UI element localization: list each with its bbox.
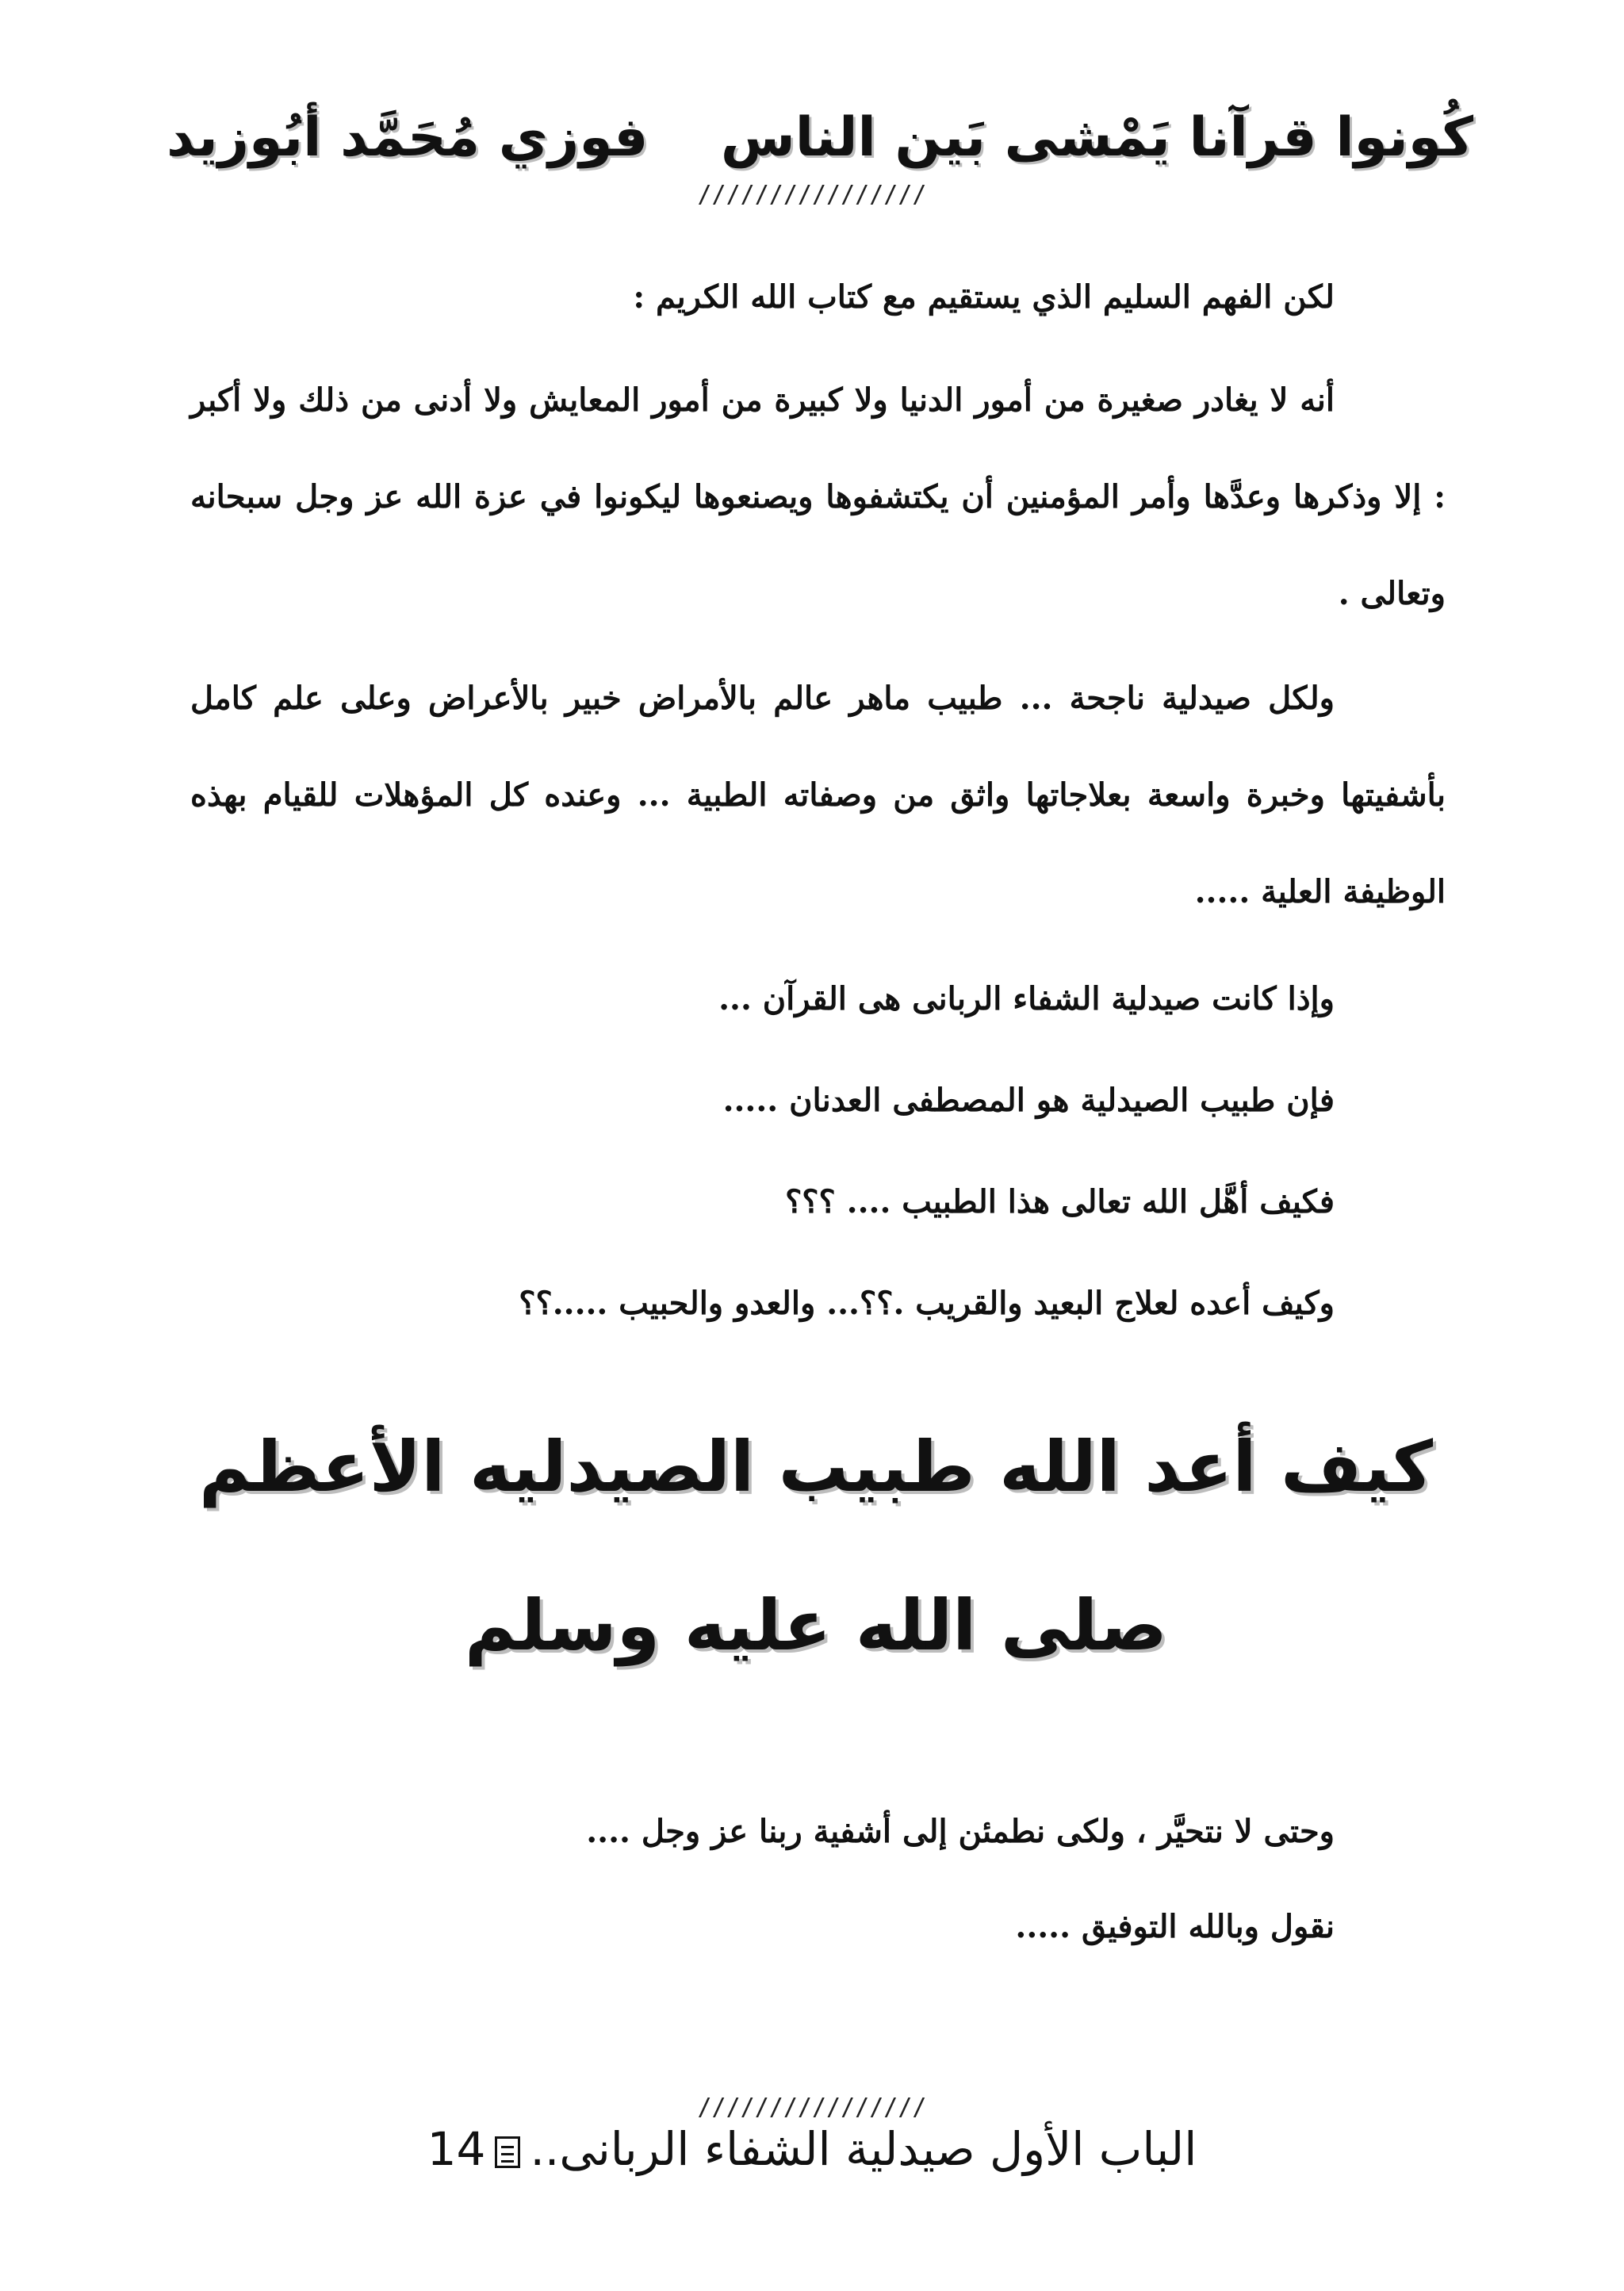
paragraph-5: فإن طبيب الصيدلية هو المصطفى العدنان ..... (722, 1082, 1335, 1119)
closing-line-2: نقول وبالله التوفيق ..... (1015, 1908, 1335, 1945)
page-number: 14 (427, 2122, 486, 2176)
page-header (167, 94, 1473, 181)
chapter-title: الباب الأول صيدلية الشفاء الربانى.. (530, 2122, 1197, 2176)
paragraph-7: وكيف أعده لعلاج البعيد والقريب .؟؟... والعدو والحبيب .....؟؟ (519, 1285, 1335, 1322)
book-title: كُونوا قرآنا يَمْشى بَين الناس (720, 105, 1473, 169)
paragraph-3: ولكل صيدلية ناجحة ... طبيب ماهر عالم بالأمراض خبير بالأعراض وعلى علم كامل بأشفيتها وخبرة واسعة بعلاجاتها واثق من وصفاته الطبية ... وعنده كل المؤهلات للقيام بهذه الوظيفة العلية ..... (190, 680, 1446, 910)
page-footer (0, 2122, 1624, 2176)
paragraph-2: أنه لا يغادر صغيرة من أمور الدنيا ولا كبيرة من أمور المعايش ولا أدنى من ذلك ولا أكبر : إلا وذكرها وعدَّها وأمر المؤمنين أن يكتشفوها ويصنعوها ليكونوا في عزة الله عز وجل سبحانه وتعالى . (190, 381, 1446, 612)
closing-text (190, 1784, 1446, 1975)
author-name: فوزي مُحَمَّد أبُوزيد (167, 105, 649, 169)
bottom-separator: //////////////// (697, 2094, 927, 2121)
closing-line-1: وحتى لا نتحيَّر ، ولكى نطمئن إلى أشفية ربنا عز وجل .... (586, 1813, 1335, 1850)
body-text (190, 254, 1446, 1354)
paragraph-1: لكن الفهم السليم الذي يستقيم مع كتاب الله الكريم : (633, 278, 1335, 316)
paragraph-6: فكيف أهَّل الله تعالى هذا الطبيب .... ؟؟؟ (785, 1183, 1335, 1220)
document-icon (495, 2136, 520, 2168)
paragraph-4: وإذا كانت صيدلية الشفاء الربانى هى القرآن ... (718, 980, 1335, 1017)
top-separator: //////////////// (697, 181, 927, 209)
section-heading: كيف أعد الله طبيب الصيدليه الأعظم صلى الله عليه وسلم (198, 1426, 1434, 1666)
